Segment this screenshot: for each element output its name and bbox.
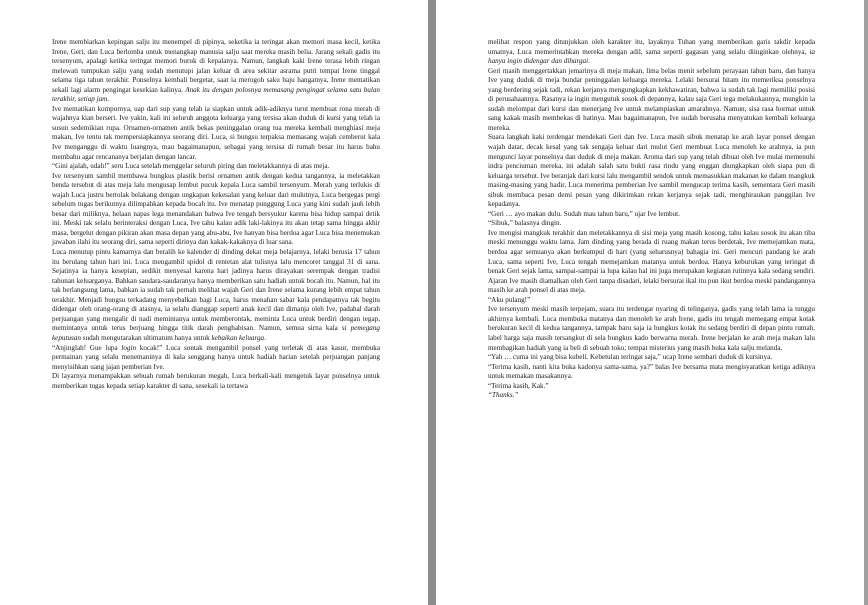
paragraph: Irene membiarkan kepingan salju itu menempel di pipinya, seketika ia teringat akan memori masa kecil, ketika Irene, Geri, dan Luca berlomba untuk menangkap manusia salju saat mereka masih belia. Jarang sekali gadis itu tersenyum, apalagi ketika teringat memori buruk di kepalanya. Namun, langkah kaki Irene terasa lebih ringan melewati tumpukan salju yang sudah menutupi jalan keluar di area sekitar asrama putri tempat Irene tinggal selama tiga tahun terakhir. Ponselnya kembali bergetar, saat ia merogoh saku baju hangatnya, Irene mematikan sekali lagi alarm pengingat kesekian kalinya. Anak itu dengan polosnya memasang pengingat selama satu bulan terakhir, setiap jam.: [52, 38, 381, 104]
paragraph: Ive tersenyum sambil membawa bungkus plastik berisi ornamen antik dengan kedua tangannya, ia meletakkan benda tersebut di atas meja lalu mengusap lembut pucuk kepala Luca sambil tersenyum. Merah yang terlukis di wajah Luca justru bertolak belakang dengan ungkapan kekesalan yang keluar dari mulutnya, Luca bergegas pergi sebelum tugas berikutnya dilimpahkan kepada bocah itu. Ive menatap punggung Luca yang kini sudah jauh lebih besar dari miliknya, helaan napas lega menandakan bahwa Ive tengah bersyukur karena bisa hidup sampai detik ini. Meski tak selalu berinteraksi dengan Luca, Ive tahu kalau adik laki-lakinya itu akan tetap sama hingga akhir masa, bergelut dengan pikiran akan masa depan yang abu-abu, Ive hanyan bisa berdoa agar Luca bisa menemukan jawaban ilahi itu seorang diri, sama seperti dirinya dan kakak-kakaknya di luar sana.: [52, 171, 380, 247]
paragraph: Suara langkah kaki terdengar mendekati Geri dan Ive. Luca masih sibuk menatap ke arah layar ponsel dengan wajah datar, decak kesal yang tak sengaja keluar dari mulut Geri membuat Luca menoleh ke arahnya, ia pun mengunci layar ponselnya dan duduk di meja makan. Aroma dari sup yang telah dibuat oleh Ive mulai memenuhi indra penciuman mereka, ini adalah salah satu bukti rasa rindu yang enggan diungkapkan oleh siapa pun di keluarga tersebut. Ive beranjak dari kursi lalu mengambil sendok untuk memasukkan makanan ke dalam mangkuk masing-masing yang hadir, Luca menerima pemberian Ive sambil mengucap terima kasih, sementara Geri masih sibuk membaca pesan demi pesan yang dikirimkan rekan kerjanya sejak tadi, menghiraukan panggilan Ive kepadanya.: [488, 133, 815, 209]
page-right-content: [488, 38, 815, 401]
paragraph: Geri masih menggertakkan jemarinya di meja makan, lima belas menit sebelum perayaan tahun baru, dan hanya Ive yang duduk di meja bundar peninggalan keluarga mereka. Lelaki bersurai hitam itu memeriksa ponselnya yang berdering sejak tadi, rekan kerjanya mengungkapkan kekhawatiran, bahwa ia sudah tak lagi memiliki posisi di perusahaannya. Rasanya ia ingin mengutuk sosok di depannya, kalau saja Geri tega melakukannya, mungkin ia sudah melompat dari kursi dan menerjang Ive untuk melampiaskan amarahnya. Namun, sisa rasa hormat untuk sang kakak masih membekas di hatinya. Mau bagaimanapun, Ive sudah berusaha menyatukan kembali keluarga mereka.: [488, 66, 815, 132]
paragraph: “Yah … cuma ini yang bisa kubeli. Kebetulan teringat saja,” ucap Irene sembari duduk di kursinya.: [488, 353, 773, 362]
page-gutter: [428, 0, 436, 605]
paragraph: “Gini ajalah, udah!” seru Luca setelah menggelar seluruh piring dan meletakkannya di atas meja.: [52, 162, 330, 171]
page-right: [436, 0, 864, 605]
paragraph: Ive mengisi mangkuk terakhir dan meletakkannya di sisi meja yang masih kosong, tahu kalau sosok itu akan tiba meski menunggu waktu lama. Jam dinding yang berada di ruang makan terus berdetak, Ive memejamkan mata, berdoa agar semuanya akan berkumpul di hari (yang seharusnya) bahagia ini. Geri mencuri pandang ke arah Luca, sama seperti Ive, Luca tengah memejamkan matanya untuk berdoa. Hanya keburukan yang teringat di benak Geri sejak lama, sampai-sampai ia lupa kalau hal ini juga merupakan kegiatan rutinnya kala sedang sendiri. Ajaran Ive masih diamalkan oleh Geri tanpa disadari, lelaki bersurai ikal itu pun ikut berdoa meski pandangannya masih ke arah ponsel di atas meja.: [488, 228, 815, 295]
paragraph: “Sibuk,” balasnya dingin.: [488, 219, 562, 228]
page-left: [0, 0, 428, 605]
paragraph: Luca menutup pintu kamarnya dan beralih ke kalender di dinding dekat meja belajarnya, lelaki berusia 17 tahun itu berulang tahun hari ini. Luca mengambil spidol di rentetan alat tulisnya lalu mencoret tanggal 31 di sana. Sejatinya ia hanya kesepian, sedikit menyesal karena hari jadinya harus dirayakan serempak dengan tradisi tahunan keluarganya. Bahkan saudara-saudaranya hanya memberikan satu hadiah untuk bocah itu. Namun, hal itu tak berlangsung lama, bahkan ia sudah tak pernah melihat wajah Geri dan Irene selama kurang lebih empat tahun terakhir. Menjadi bungsu terkadang menyebalkan bagi Luca, harus menahan sabar kala pendapatnya tak begitu didengar oleh orang-orang di atasnya, ia selalu dianggap seperti anak kecil dan dimanja oleh Ive, padahal darah perjuangan yang mengalir di nadi memintanya untuk memberontak, meminta Luca untuk berdiri dengan tegap, memintanya untuk terus berjuang hingga titik darah penghabisan. Namun, semua sirna kala si pemegang keputusan sudah mengutarakan ultimatum hanya untuk kebaikan keluarga.: [52, 248, 380, 342]
paragraph: “Geri … ayo makan dulu. Sudah mau tahun baru,” ujar Ive lembut.: [488, 209, 680, 218]
paragraph: Ive mematikan kompornya, uap dari sup yang telah ia siapkan untuk adik-adiknya turut membuat rona merah di wajahnya kian berseri. Ive yakin, kali ini seluruh anggota keluarga yang tersisa akan duduk di kursi yang telah ia susun sedemikian rupa. Ornamen-ornamen antik bekas peninggalan orang tua mereka kembali menghiasi meja makan, Ive tentu tak mempersiapkannya seorang diri. Luca, si bungsu terpaksa memasang wajah cemberut kala Ive menganggu di waktu luangnya, mau bagaimanapun, sebagai yang tersisa di rumah besar itu harus bahu membahu agar rencananya berjalan dengan lancar.: [52, 104, 380, 161]
page-left-content: [52, 38, 380, 391]
paragraph: Ive tersenyum meski masih terpejam, suara itu terdengar nyaring di telinganya, gadis yang telah lama ia tunggu akhirnya kembali. Luca membuka matanya dan menoleh ke arah Irene, gadis itu tengah memegang empat kotak berukuran kecil di kedua tangannya, tampak baru saja ia bungkus kotak itu sedang berdiri di depan pintu rumah, label harga saja masih tersangkut di sela bungkus kado berwarna merah. Irene berjalan ke arah meja makan lalu membagikan hadiah yang ia beli di sebuah toko; tempat misterius yang masih buka kala salju melanda.: [488, 305, 815, 352]
paragraph: “Anjinglah! Gue lupa login kocak!” Luca sontak mengambil ponsel yang terletak di atas kasur, membuka permainan yang selalu menemaninya di kala senggang hanya untuk hadiah harian setelah perjuangan panjang menyisihkan uang jajan pemberian Ive.: [52, 343, 381, 371]
paragraph: Di layarnya menampakkan sebuah rumah berukuran megah, Luca berkali-kali mengetuk layar ponselnya untuk memberikan tugas kepada setiap karakter di sana, sesekali ia tertawa: [52, 372, 380, 390]
paragraph: “Terima kasih, Kak.”: [488, 381, 549, 390]
paragraph: “Thanks.”: [488, 391, 519, 400]
paragraph: melihat respon yang ditunjukkan oleh karakter itu, layaknya Tuhan yang memberikan garis takdir kepada umatnya, Luca memerintahkan mereka dengan adil, sama seperti gagasan yang selalu diinginkan olehnya, ia hanya ingin didengar dan dihargai.: [488, 38, 815, 66]
paragraph: “Aku pulang!”: [488, 295, 531, 304]
paragraph: “Terima kasih, nanti kita buka kadonya sama-sama, ya?” balas Ive bersama mata mengisyaratkan ketiga adiknya untuk memakan masakannya.: [488, 362, 815, 381]
